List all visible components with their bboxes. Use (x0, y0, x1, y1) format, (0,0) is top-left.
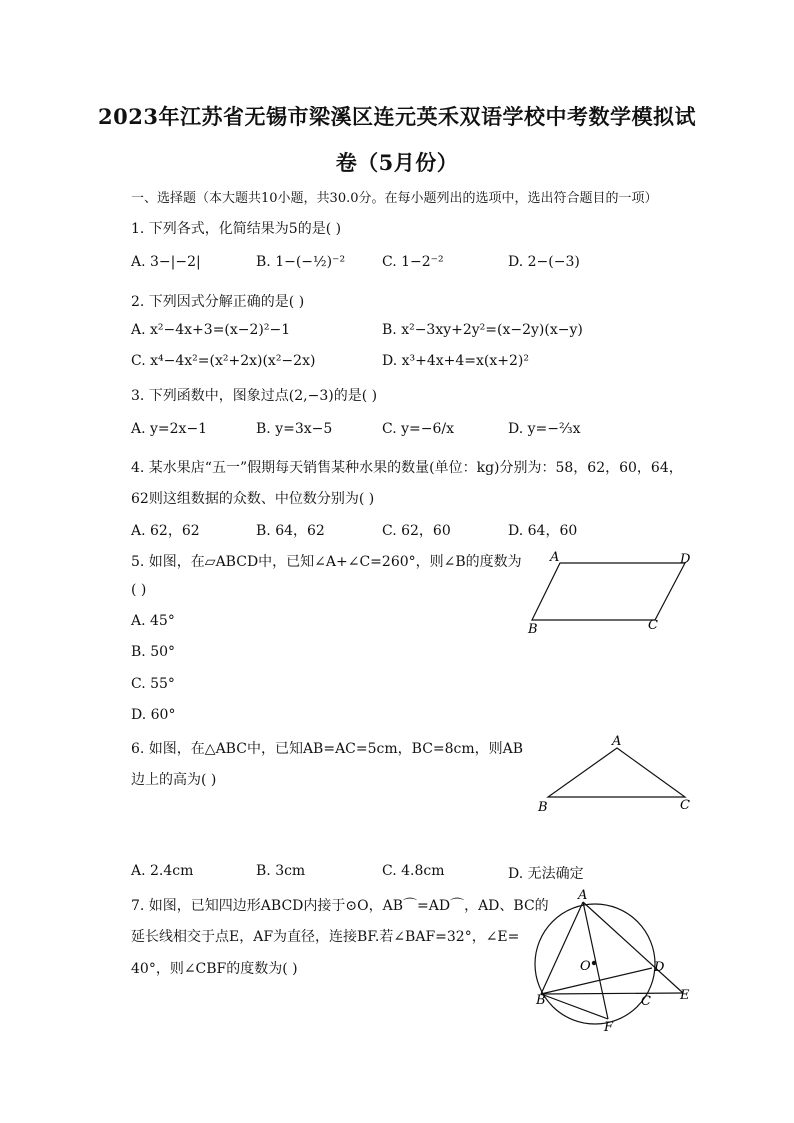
question-3-stem: 3. 下列函数中，图象过点(2,−3)的是( ) (131, 388, 378, 404)
question-3-option-d: D. y=−⅔x (508, 421, 581, 437)
question-4-stem-line1: 4. 某水果店“五一”假期每天销售某种水果的数量(单位：kg)分别为：58，62，60，64， (131, 460, 683, 476)
exam-title-line1: 2023年江苏省无锡市梁溪区连元英禾双语学校中考数学模拟试 (98, 104, 696, 129)
question-2-option-a: A. x²−4x+3=(x−2)²−1 (131, 322, 291, 338)
question-6-stem-line1: 6. 如图，在△ABC中，已知AB=AC=5cm，BC=8cm，则AB (131, 741, 524, 757)
figure-label-b: B (528, 622, 538, 637)
question-2-option-c: C. x⁴−4x²=(x²+2x)(x²−2x) (131, 353, 316, 369)
section-heading: 一、选择题（本大题共10小题，共30.0分。在每小题列出的选项中，选出符合题目的一项） (131, 191, 658, 206)
question-5-option-d: D. 60° (131, 707, 176, 723)
question-2-stem: 2. 下列因式分解正确的是( ) (131, 294, 305, 310)
figure-label-c: C (648, 618, 658, 633)
question-1-stem: 1. 下列各式，化简结果为5的是( ) (131, 221, 342, 237)
question-2-option-b: B. x²−3xy+2y²=(x−2y)(x−y) (382, 322, 583, 338)
question-4-option-c: C. 62，60 (382, 523, 451, 539)
question-7-stem-line1: 7. 如图，已知四边形ABCD内接于⊙O，AB⌒=AD⌒，AD、BC的 (131, 898, 549, 914)
question-4-option-b: B. 64，62 (256, 523, 325, 539)
figure-label-d: D (680, 552, 691, 567)
question-5-option-a: A. 45° (131, 613, 175, 629)
figure-label-d: D (654, 960, 665, 975)
question-4-option-a: A. 62，62 (131, 523, 200, 539)
question-3-option-b: B. y=3x−5 (256, 421, 333, 437)
question-5-option-b: B. 50° (131, 644, 176, 660)
inscribed-circle-figure (528, 888, 703, 1038)
question-6-stem-line2: 边上的高为( ) (131, 772, 217, 788)
question-4-option-d: D. 64，60 (508, 523, 578, 539)
figure-label-e: E (680, 988, 690, 1003)
figure-label-c: C (641, 994, 651, 1009)
question-1-option-c: C. 1−2⁻² (382, 254, 444, 270)
question-6-option-b: B. 3cm (256, 863, 306, 879)
figure-label-c: C (680, 798, 690, 813)
question-5-option-c: C. 55° (131, 676, 175, 692)
question-3-option-c: C. y=−6/x (382, 421, 455, 437)
figure-label-b: B (538, 800, 548, 815)
question-5-stem-line1: 5. 如图，在▱ABCD中，已知∠A+∠C=260°，则∠B的度数为 (131, 554, 522, 570)
question-1-option-a: A. 3−|−2| (131, 254, 201, 270)
figure-label-a: A (612, 734, 622, 749)
question-7-stem-line2: 延长线相交于点E，AF为直径，连接BF.若∠BAF=32°，∠E= (131, 929, 520, 945)
question-3-option-a: A. y=2x−1 (131, 421, 208, 437)
exam-title-line2: 卷（5月份） (335, 150, 459, 175)
figure-label-a: A (578, 888, 588, 903)
parallelogram-figure (520, 545, 700, 640)
question-1-option-d: D. 2−(−3) (508, 254, 580, 270)
question-5-stem-line2: ( ) (131, 582, 147, 598)
question-1-option-b: B. 1−(−½)⁻² (256, 254, 346, 270)
figure-label-f: F (604, 1020, 614, 1035)
question-2-option-d: D. x³+4x+4=x(x+2)² (382, 353, 529, 369)
figure-label-a: A (550, 550, 560, 565)
question-6-option-c: C. 4.8cm (382, 863, 445, 879)
question-7-stem-line3: 40°，则∠CBF的度数为( ) (131, 961, 298, 977)
figure-label-o: O (580, 959, 591, 974)
figure-label-b: B (536, 993, 546, 1008)
isosceles-triangle-figure (530, 733, 700, 818)
question-6-option-d: D. 无法确定 (508, 866, 584, 882)
question-6-option-a: A. 2.4cm (131, 863, 194, 879)
question-4-stem-line2: 62则这组数据的众数、中位数分别为( ) (131, 491, 375, 507)
